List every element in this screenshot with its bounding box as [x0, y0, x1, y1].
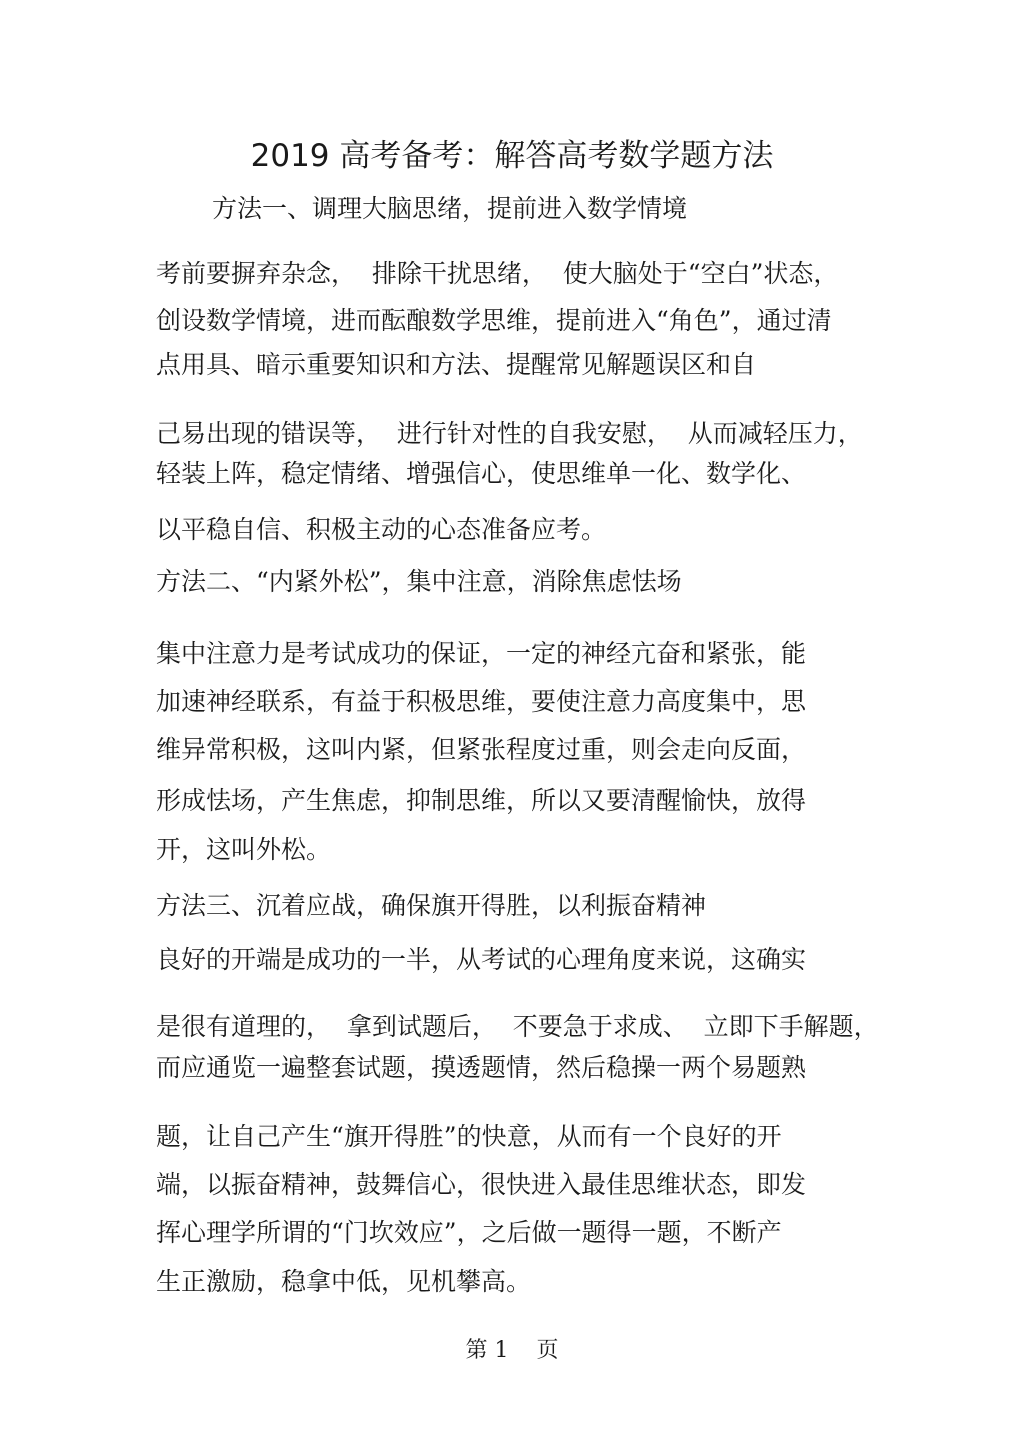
body-line: 创设数学情境，进而酝酿数学思维，提前进入“角色”，通过清 [156, 306, 832, 335]
section-heading-method-3: 方法三、沉着应战，确保旗开得胜，以利振奋精神 [156, 891, 707, 920]
section-heading-method-2: 方法二、“内紧外松”，集中注意，消除焦虑怯场 [156, 567, 682, 596]
body-line: 端，以振奋精神，鼓舞信心，很快进入最佳思维状态，即发 [156, 1170, 807, 1199]
body-line: 良好的开端是成功的一半，从考试的心理角度来说，这确实 [156, 945, 807, 974]
body-line: 加速神经联系，有益于积极思维，要使注意力高度集中，思 [156, 687, 807, 716]
body-line: 以平稳自信、积极主动的心态准备应考。 [156, 515, 607, 544]
body-line: 是很有道理的， 拿到试题后， 不要急于求成、 立即下手解题， [156, 1012, 879, 1041]
body-line: 挥心理学所谓的“门坎效应”，之后做一题得一题，不断产 [156, 1218, 782, 1247]
body-line: 开，这叫外松。 [156, 835, 332, 864]
body-line: 形成怯场，产生焦虑，抑制思维，所以又要清醒愉快，放得 [156, 786, 807, 815]
body-line: 集中注意力是考试成功的保证，一定的神经亢奋和紧张，能 [156, 639, 807, 668]
body-line: 题，让自己产生“旗开得胜”的快意，从而有一个良好的开 [156, 1122, 782, 1151]
body-line: 己易出现的错误等， 进行针对性的自我安慰， 从而减轻压力， [156, 419, 863, 448]
body-line: 生正激励，稳拿中低，见机攀高。 [156, 1267, 532, 1296]
body-line: 考前要摒弃杂念， 排除干扰思绪， 使大脑处于“空白”状态， [156, 259, 839, 288]
body-line: 轻装上阵，稳定情绪、增强信心，使思维单一化、数学化、 [156, 459, 807, 488]
section-heading-method-1: 方法一、调理大脑思绪，提前进入数学情境 [212, 194, 688, 223]
page-number: 第 1 页 [465, 1338, 559, 1363]
body-line: 点用具、暗示重要知识和方法、提醒常见解题误区和自 [156, 350, 757, 379]
page-title: 2019 高考备考：解答高考数学题方法 [250, 138, 774, 174]
body-line: 而应通览一遍整套试题，摸透题情，然后稳操一两个易题熟 [156, 1053, 807, 1082]
body-line: 维异常积极，这叫内紧，但紧张程度过重，则会走向反面， [156, 735, 807, 764]
